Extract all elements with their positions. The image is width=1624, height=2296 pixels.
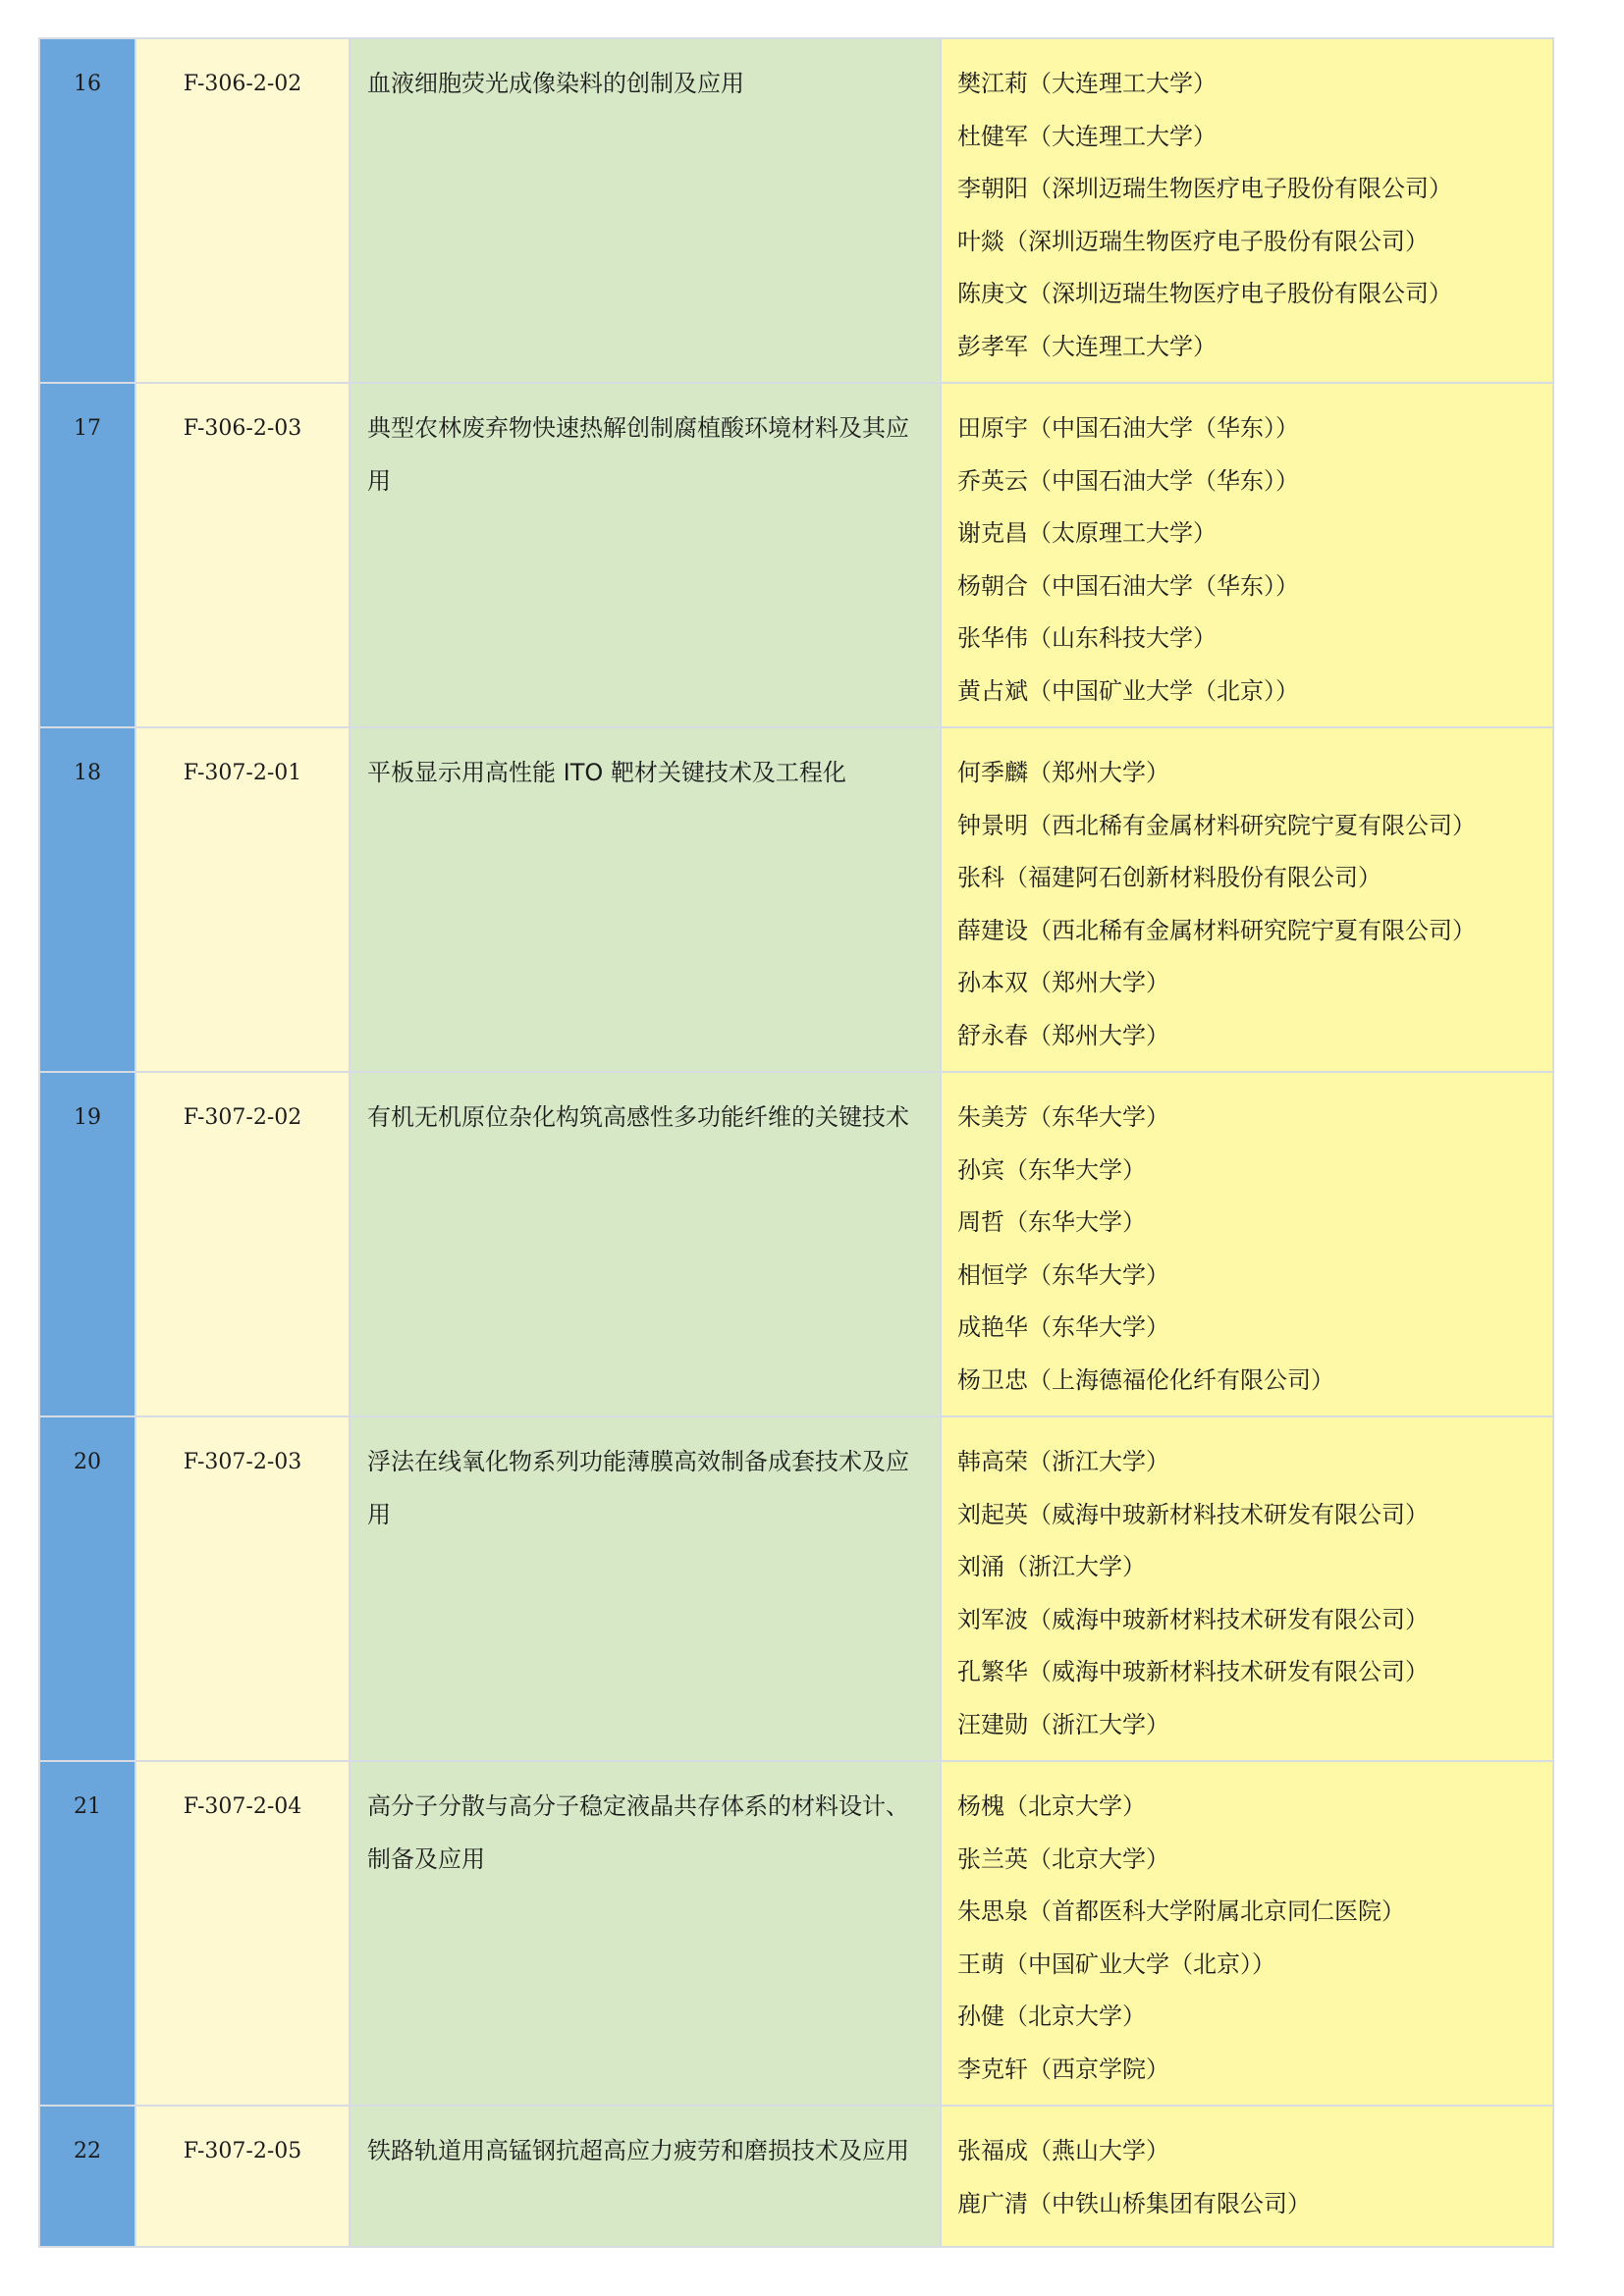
row-number-cell (39, 1072, 135, 1416)
contributor: 李克轩（西京学院） (957, 2055, 1169, 2083)
project-title-cell (350, 1416, 941, 1761)
contributor: 韩高荣（浙江大学） (957, 1448, 1169, 1475)
row-number: 20 (74, 1450, 101, 1474)
project-title: 平板显示用高性能 ITO 靶材关键技术及工程化 (367, 759, 846, 786)
contributor: 孙本双（郑州大学） (957, 969, 1169, 996)
table-row (39, 38, 1553, 383)
contributor: 张华伟（山东科技大学） (957, 624, 1217, 652)
contributors-list (942, 2107, 1552, 2231)
contributor: 叶燚（深圳迈瑞生物医疗电子股份有限公司） (957, 227, 1429, 255)
contributor: 彭孝军（大连理工大学） (957, 332, 1217, 360)
project-title: 浮法在线氧化物系列功能薄膜高效制备成套技术及应用 (367, 1448, 909, 1528)
contributor: 孙宾（东华大学） (957, 1155, 1146, 1184)
project-code: F-307-2-04 (183, 1794, 302, 1819)
contributor: 舒永春（郑州大学） (957, 1021, 1169, 1049)
contributors-cell (941, 1416, 1553, 1761)
contributor: 成艳华（东华大学） (957, 1313, 1169, 1341)
contributor: 樊江莉（大连理工大学） (957, 70, 1217, 97)
contributor: 谢克昌（太原理工大学） (957, 519, 1217, 547)
row-number-cell (39, 38, 135, 383)
award-table (38, 37, 1554, 2248)
contributor: 刘军波（威海中玻新材料技术研发有限公司） (957, 1605, 1429, 1633)
project-title: 铁路轨道用高锰钢抗超高应力疲劳和磨损技术及应用 (367, 2137, 909, 2164)
contributor: 孔繁华（威海中玻新材料技术研发有限公司） (957, 1658, 1429, 1685)
contributor: 杜健军（大连理工大学） (957, 122, 1217, 150)
contributors-list (942, 1762, 1552, 2097)
project-code-cell (135, 1416, 350, 1761)
project-title-cell (350, 1761, 941, 2106)
project-title: 典型农林废弃物快速热解创制腐植酸环境材料及其应用 (367, 414, 909, 495)
project-title-cell (350, 727, 941, 1072)
contributor: 张兰英（北京大学） (957, 1844, 1169, 1873)
contributor: 乔英云（中国石油大学（华东）） (957, 466, 1299, 495)
row-number: 18 (74, 761, 101, 785)
project-code: F-307-2-05 (183, 2139, 302, 2163)
contributor: 黄占斌（中国矿业大学（北京）） (957, 676, 1299, 705)
contributor: 鹿广清（中铁山桥集团有限公司） (957, 2189, 1311, 2217)
row-number-cell (39, 1416, 135, 1761)
project-code: F-307-2-02 (183, 1105, 302, 1130)
contributors-cell (941, 383, 1553, 727)
project-title: 有机无机原位杂化构筑高感性多功能纤维的关键技术 (367, 1103, 909, 1131)
contributors-cell (941, 1761, 1553, 2106)
contributor: 杨槐（北京大学） (957, 1792, 1146, 1820)
contributor: 周哲（东华大学） (957, 1208, 1146, 1236)
contributor: 刘涌（浙江大学） (957, 1553, 1146, 1580)
award-table-body (39, 38, 1553, 2247)
contributor: 张福成（燕山大学） (957, 2137, 1169, 2164)
contributor: 钟景明（西北稀有金属材料研究院宁夏有限公司） (957, 811, 1476, 839)
row-number: 19 (74, 1105, 101, 1130)
row-number-cell (39, 383, 135, 727)
contributors-list (942, 384, 1552, 719)
project-code-cell (135, 727, 350, 1072)
contributor: 汪建勋（浙江大学） (957, 1710, 1169, 1738)
project-title-cell (350, 383, 941, 727)
project-title: 血液细胞荧光成像染料的创制及应用 (367, 70, 744, 97)
table-row (39, 1761, 1553, 2106)
row-number: 17 (74, 416, 101, 441)
project-code-cell (135, 2106, 350, 2247)
project-code: F-307-2-01 (183, 761, 302, 785)
table-row (39, 2106, 1553, 2247)
contributor: 何季麟（郑州大学） (957, 759, 1169, 786)
contributor: 孙健（北京大学） (957, 2002, 1146, 2030)
project-code-cell (135, 383, 350, 727)
contributors-list (942, 728, 1552, 1063)
contributor: 陈庚文（深圳迈瑞生物医疗电子股份有限公司） (957, 280, 1452, 307)
contributors-list (942, 1073, 1552, 1408)
project-code: F-306-2-03 (183, 416, 302, 441)
project-code-cell (135, 1072, 350, 1416)
project-code: F-306-2-02 (183, 72, 302, 96)
row-number-cell (39, 2106, 135, 2247)
contributors-cell (941, 38, 1553, 383)
contributor: 朱美芳（东华大学） (957, 1103, 1169, 1131)
project-title-cell (350, 1072, 941, 1416)
contributors-list (942, 1417, 1552, 1752)
table-row (39, 727, 1553, 1072)
contributor: 张科（福建阿石创新材料股份有限公司） (957, 864, 1381, 891)
project-code-cell (135, 1761, 350, 2106)
table-row (39, 383, 1553, 727)
contributor: 薛建设（西北稀有金属材料研究院宁夏有限公司） (957, 916, 1476, 944)
contributor: 相恒学（东华大学） (957, 1260, 1169, 1289)
project-title-cell (350, 38, 941, 383)
project-code: F-307-2-03 (183, 1450, 302, 1474)
contributors-cell (941, 1072, 1553, 1416)
row-number: 21 (74, 1794, 101, 1819)
row-number-cell (39, 1761, 135, 2106)
contributors-cell (941, 2106, 1553, 2247)
contributors-cell (941, 727, 1553, 1072)
contributor: 刘起英（威海中玻新材料技术研发有限公司） (957, 1500, 1429, 1528)
contributor: 李朝阳（深圳迈瑞生物医疗电子股份有限公司） (957, 175, 1452, 202)
project-title-cell (350, 2106, 941, 2247)
contributor: 杨朝合（中国石油大学（华东）） (957, 571, 1299, 600)
contributor: 朱思泉（首都医科大学附属北京同仁医院） (957, 1897, 1405, 1925)
contributor: 王萌（中国矿业大学（北京）） (957, 1949, 1275, 1978)
row-number: 16 (74, 72, 101, 96)
table-row (39, 1072, 1553, 1416)
project-code-cell (135, 38, 350, 383)
contributor: 田原宇（中国石油大学（华东）） (957, 414, 1299, 442)
contributor: 杨卫忠（上海德福伦化纤有限公司） (957, 1365, 1334, 1394)
row-number: 22 (74, 2139, 101, 2163)
table-row (39, 1416, 1553, 1761)
project-title: 高分子分散与高分子稳定液晶共存体系的材料设计、制备及应用 (367, 1792, 909, 1873)
row-number-cell (39, 727, 135, 1072)
contributors-list (942, 39, 1552, 374)
